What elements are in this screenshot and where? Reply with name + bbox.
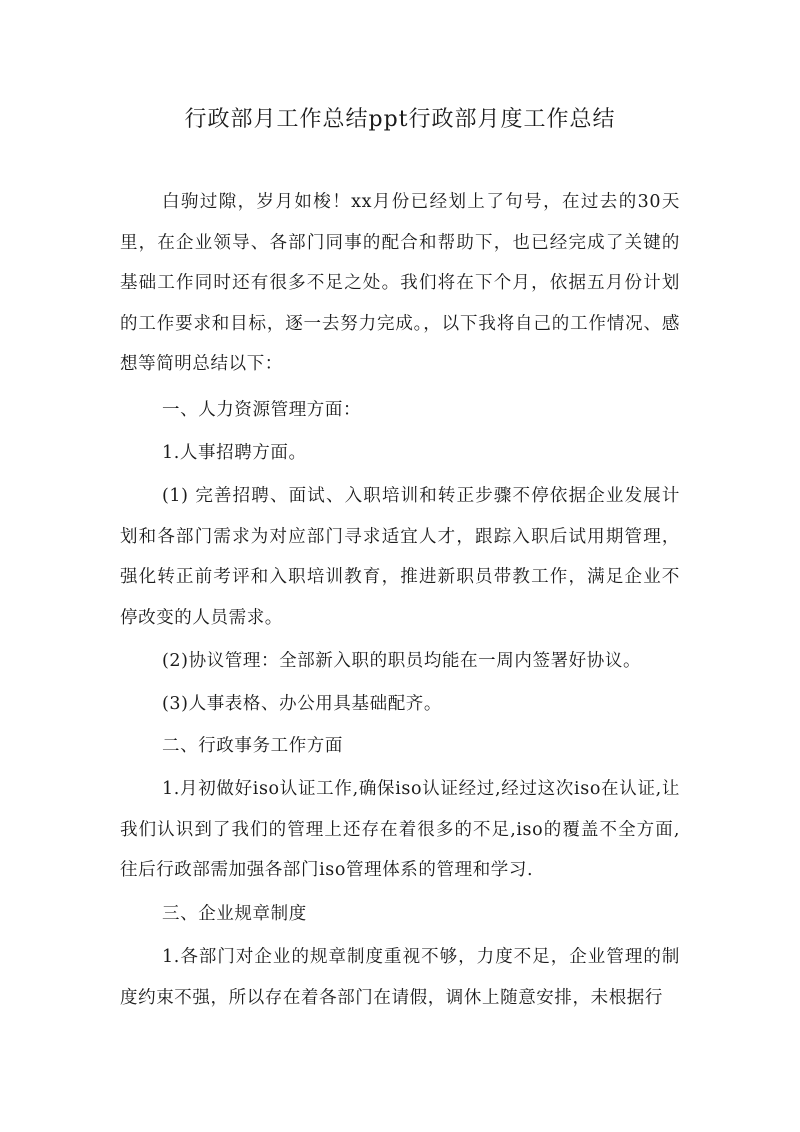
document-title: 行政部月工作总结ppt行政部月度工作总结 — [184, 107, 616, 132]
subsection-heading-recruitment: 1.人事招聘方面。 — [162, 443, 307, 463]
section-heading-hr: 一、人力资源管理方面： — [162, 400, 362, 420]
section-heading-admin: 二、行政事务工作方面 — [162, 736, 343, 756]
recruitment-item-1: (1) 完善招聘、面试、入职培训和转正步骤不停依据企业发展计划和各部门需求为对应部门寻求适宜人才，跟踪入职后试用期管理，强化转正前考评和入职培训教育，推进新职员带教工作，满足企业不停改变的人员需求。 — [120, 486, 680, 628]
admin-item-1: 1.月初做好iso认证工作,确保iso认证经过,经过这次iso在认证,让我们认识到了我们的管理上还存在着很多的不足,iso的覆盖不全方面,往后行政部需加强各部门iso管理体系的管理和学习. — [120, 779, 680, 880]
recruitment-item-2: (2)协议管理：全部新入职的职员均能在一周内签署好协议。 — [162, 651, 642, 671]
recruitment-item-3: (3)人事表格、办公用具基础配齐。 — [162, 694, 442, 714]
rules-item-1: 1.各部门对企业的规章制度重视不够，力度不足，企业管理的制度约束不强，所以存在着各部门在请假，调休上随意安排，未根据行 — [120, 947, 680, 1008]
intro-paragraph: 白驹过隙，岁月如梭！xx月份已经划上了句号，在过去的30天里，在企业领导、各部门同事的配合和帮助下，也已经完成了关键的基础工作同时还有很多不足之处。我们将在下个月，依据五月份计划的工作要求和目标，逐一去努力完成。，以下我将自己的工作情况、感想等简明总结以下： — [120, 192, 680, 374]
section-heading-rules: 三、企业规章制度 — [162, 904, 307, 924]
